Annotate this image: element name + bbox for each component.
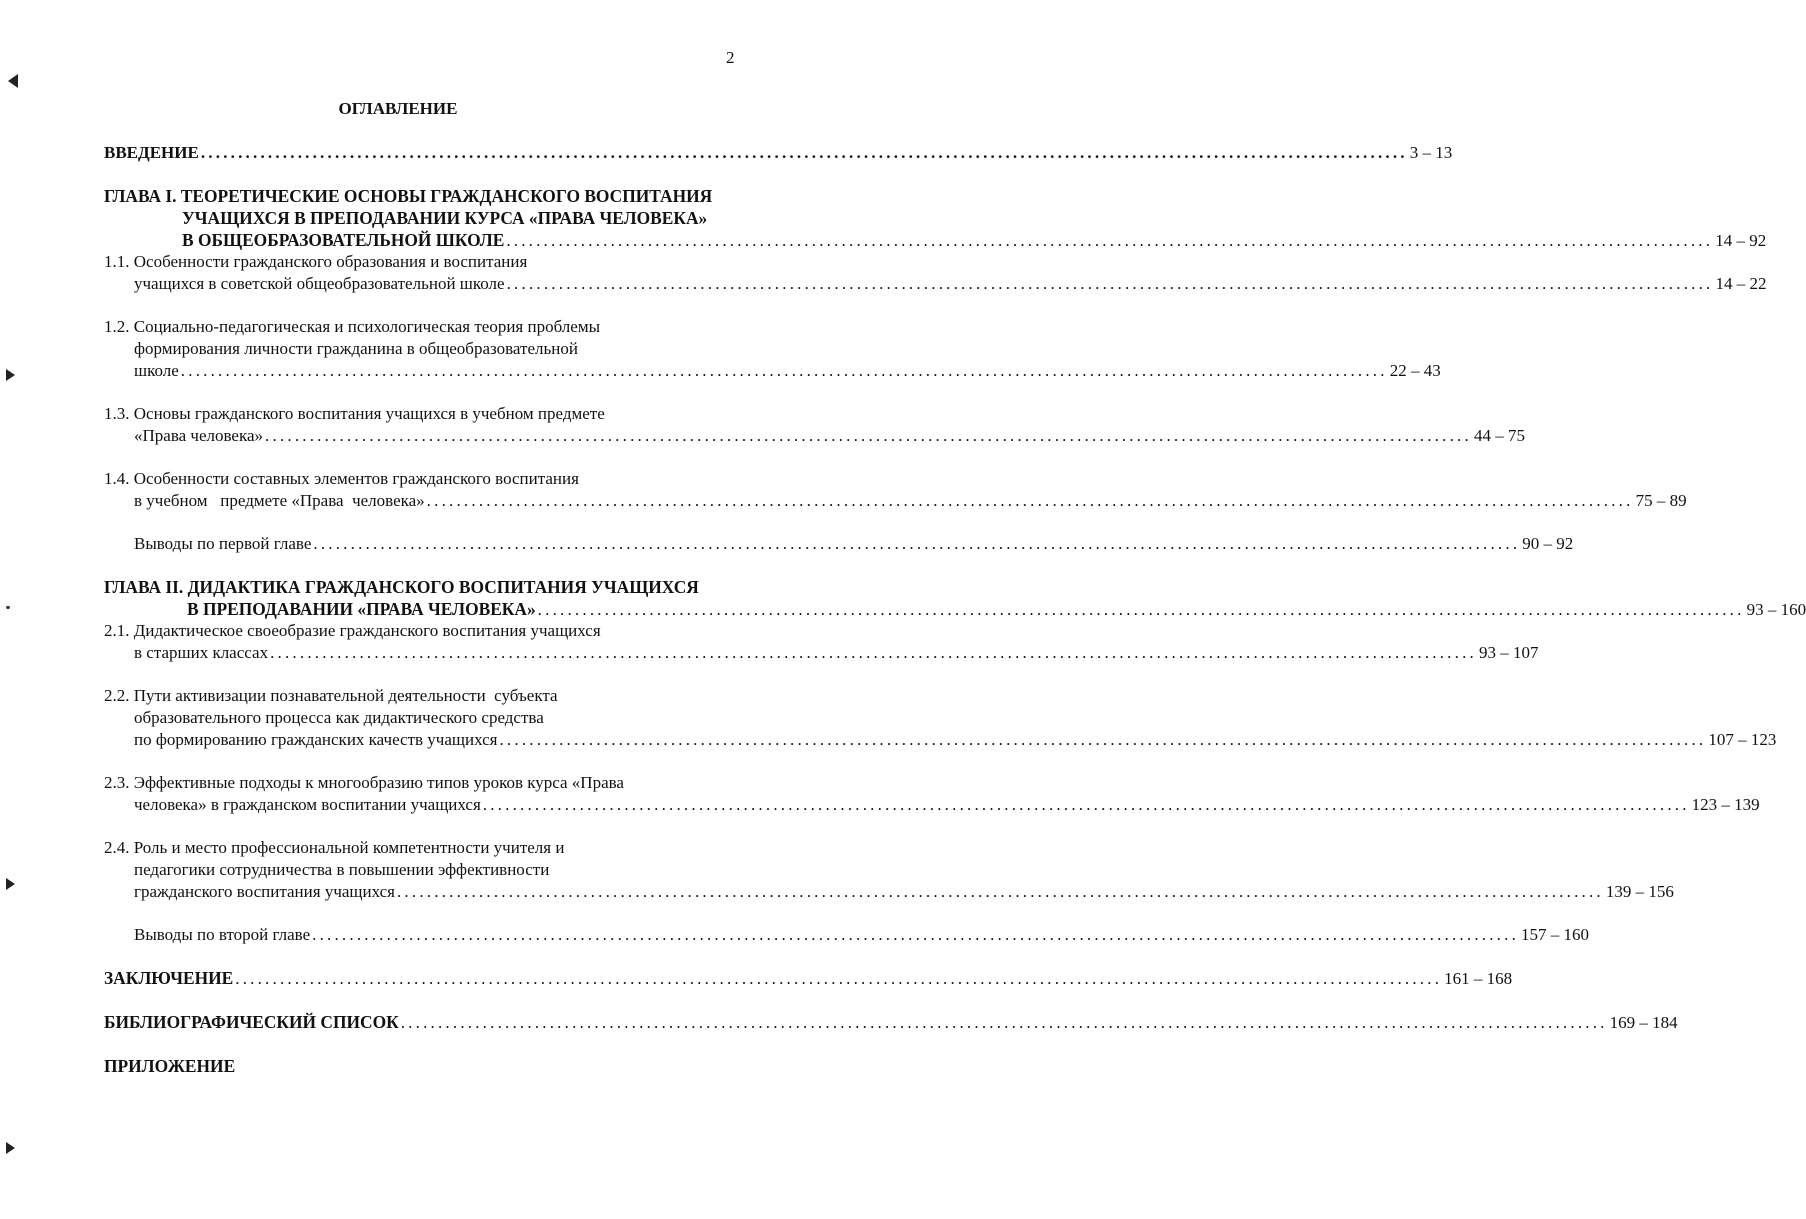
toc-entry-section-1-3[interactable] — [134, 425, 1525, 447]
dot-leader: .................................................................................................................................................................. — [426, 491, 1634, 510]
toc-entry-bibliography[interactable] — [104, 1011, 1678, 1033]
toc-entry-chapter2[interactable] — [187, 598, 1806, 620]
toc-entry-chapter1[interactable] — [182, 229, 1767, 251]
dot-leader: .................................................................................................................................................................. — [482, 795, 1690, 814]
toc-entry-label: Выводы по первой главе — [134, 534, 312, 553]
scan-mark — [8, 74, 18, 88]
section-1-2-line3: школе — [134, 361, 179, 380]
toc-entry-section-2-4[interactable] — [134, 881, 1674, 903]
section-2-3-line1: 2.3. Эффективные подходы к многообразию типов уроков курса «Права — [104, 773, 624, 792]
chapter1-heading-line3: В ОБЩЕОБРАЗОВАТЕЛЬНОЙ ШКОЛЕ — [182, 230, 505, 250]
toc-entry-pages: 107 – 123 — [1708, 730, 1777, 749]
dot-leader: .................................................................................................................................................................. — [506, 274, 1714, 293]
toc-entry-section-2-3[interactable] — [134, 794, 1760, 816]
toc-entry-conclusion[interactable] — [104, 967, 1513, 989]
dot-leader: .................................................................................................................................................................. — [312, 925, 1520, 944]
dot-leader: .................................................................................................................................................................. — [400, 1013, 1608, 1032]
dot-leader: .................................................................................................................................................................. — [506, 231, 1714, 250]
section-2-1-line1: 2.1. Дидактическое своеобразие гражданского воспитания учащихся — [104, 621, 601, 640]
toc-entry-pages: 93 – 160 — [1746, 600, 1806, 619]
chapter1-heading-line2: УЧАЩИХСЯ В ПРЕПОДАВАНИИ КУРСА «ПРАВА ЧЕЛОВЕКА» — [182, 208, 708, 228]
dot-leader: .................................................................................................................................................................. — [200, 143, 1408, 162]
toc-entry-intro[interactable] — [104, 142, 1453, 164]
chapter1-heading-line1: ГЛАВА I. ТЕОРЕТИЧЕСКИЕ ОСНОВЫ ГРАЖДАНСКОГО ВОСПИТАНИЯ — [104, 186, 713, 206]
dot-leader: .................................................................................................................................................................. — [396, 882, 1604, 901]
section-1-1-line1: 1.1. Особенности гражданского образования и воспитания — [104, 252, 528, 271]
toc-entry-label: Выводы по второй главе — [134, 925, 311, 944]
scan-mark — [6, 878, 15, 890]
section-1-2-line2: формирования личности гражданина в общеобразовательной — [134, 339, 578, 358]
toc-entry-section-1-2[interactable] — [134, 360, 1441, 382]
toc-entry-label: ВВЕДЕНИЕ — [104, 143, 199, 162]
section-1-3-line2: «Права человека» — [134, 426, 264, 445]
toc-entry-label: ЗАКЛЮЧЕНИЕ — [104, 968, 234, 988]
section-2-4-line2: педагогики сотрудничества в повышении эффективности — [134, 860, 550, 879]
section-1-4-line2: в учебном предмете «Права человека» — [134, 491, 425, 510]
toc-entry-pages: 139 – 156 — [1605, 882, 1674, 901]
toc-entry-chapter1-conclusions[interactable] — [134, 533, 1574, 555]
toc-entry-appendix[interactable]: ПРИЛОЖЕНИЕ — [104, 1056, 236, 1076]
dot-leader: .................................................................................................................................................................. — [313, 534, 1521, 553]
toc-entry-pages: 3 – 13 — [1409, 143, 1453, 162]
toc-entry-pages: 123 – 139 — [1691, 795, 1760, 814]
section-1-4-line1: 1.4. Особенности составных элементов гражданского воспитания — [104, 469, 579, 488]
toc-entry-label: БИБЛИОГРАФИЧЕСКИЙ СПИСОК — [104, 1012, 399, 1032]
scan-speck — [6, 606, 10, 609]
toc-entry-pages: 157 – 160 — [1521, 925, 1590, 944]
chapter2-heading-line1: ГЛАВА II. ДИДАКТИКА ГРАЖДАНСКОГО ВОСПИТАНИЯ УЧАЩИХСЯ — [104, 577, 699, 597]
dot-leader: .................................................................................................................................................................. — [235, 969, 1443, 988]
section-2-1-line2: в старших классах — [134, 643, 269, 662]
section-1-2-line1: 1.2. Социально-педагогическая и психологическая теория проблемы — [104, 317, 601, 336]
toc-entry-section-1-4[interactable] — [134, 490, 1687, 512]
dot-leader: .................................................................................................................................................................. — [265, 426, 1472, 445]
chapter2-heading-line2: В ПРЕПОДАВАНИИ «ПРАВА ЧЕЛОВЕКА» — [187, 599, 536, 619]
toc-entry-pages: 169 – 184 — [1609, 1013, 1678, 1032]
scan-mark — [6, 1142, 15, 1154]
dot-leader: .................................................................................................................................................................. — [180, 361, 1388, 380]
section-2-2-line1: 2.2. Пути активизации познавательной деятельности субъекта — [104, 686, 558, 705]
toc-entry-pages: 44 – 75 — [1473, 426, 1525, 445]
section-2-3-line2: человека» в гражданском воспитании учащихся — [134, 795, 481, 814]
toc-entry-section-2-2[interactable] — [134, 729, 1777, 751]
toc-entry-chapter2-conclusions[interactable] — [134, 924, 1590, 946]
section-1-3-line1: 1.3. Основы гражданского воспитания учащихся в учебном предмете — [104, 404, 605, 423]
toc-entry-pages: 75 – 89 — [1635, 491, 1687, 510]
section-2-4-line1: 2.4. Роль и место профессиональной компетентности учителя и — [104, 838, 565, 857]
toc-entry-pages: 22 – 43 — [1389, 361, 1441, 380]
scan-mark — [6, 369, 15, 381]
toc-entry-section-2-1[interactable] — [134, 642, 1539, 664]
toc-entry-pages: 14 – 22 — [1715, 274, 1767, 293]
section-1-1-line2: учащихся в советской общеобразовательной школе — [134, 274, 505, 293]
section-2-4-line3: гражданского воспитания учащихся — [134, 882, 395, 901]
section-2-2-line2: образовательного процесса как дидактического средства — [134, 708, 544, 727]
dot-leader: .................................................................................................................................................................. — [499, 730, 1707, 749]
toc-entry-section-1-1[interactable] — [134, 273, 1767, 295]
toc-entry-pages: 93 – 107 — [1478, 643, 1539, 662]
toc-entry-pages: 161 – 168 — [1444, 969, 1513, 988]
toc-entry-pages: 14 – 92 — [1715, 231, 1767, 250]
dot-leader: .................................................................................................................................................................. — [270, 643, 1477, 662]
page-number: 2 — [726, 48, 735, 67]
toc-entry-pages: 90 – 92 — [1522, 534, 1574, 553]
page-title: ОГЛАВЛЕНИЕ — [338, 99, 458, 118]
dot-leader: .................................................................................................................................................................. — [537, 600, 1745, 619]
section-2-2-line3: по формированию гражданских качеств учащихся — [134, 730, 498, 749]
